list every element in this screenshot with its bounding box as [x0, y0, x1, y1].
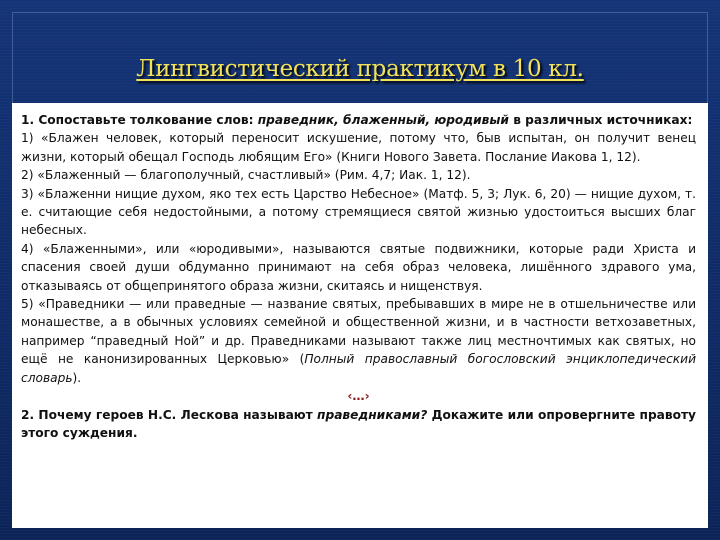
- question-1-lead: 1. Сопоставьте толкование слов:: [21, 113, 258, 127]
- question-2-word: праведниками?: [317, 407, 428, 422]
- definition-5-source: Полный православный богословский энциклопедический словарь: [21, 352, 696, 385]
- definition-5-end: ).: [72, 370, 82, 385]
- question-2-tail: Докажите или опровергните правоту этого суждения.: [21, 407, 696, 440]
- question-1-tail: в различных источниках:: [508, 113, 693, 127]
- definition-5: [21, 295, 696, 387]
- ellipsis-marker: ‹…›: [347, 389, 370, 404]
- definition-4: 4) «Блаженными», или «юродивыми», называются святые подвижники, которые ради Христа и спасения своей души обдуманно принимают на себя образ человека, лишённого здравого ума, отказываясь от общепринятого образа жизни, скитаясь и нищенствуя.: [21, 241, 696, 293]
- question-1: [21, 111, 696, 129]
- question-1-words: праведник, блаженный, юродивый: [257, 113, 509, 127]
- definition-5-text: 5) «Праведники — или праведные — название святых, пребывавших в мире не в отшельничестве или монашестве, а в обычных условиях семейной и общественной жизни, и в частности ветхозаветных, например “праведный Ной” и др. Праведниками называют также лиц местночтимых как святых, но ещё не канонизированных Церковью» (: [21, 297, 696, 367]
- question-2-lead: 2. Почему героев Н.С. Лескова называют: [21, 407, 318, 422]
- question-2: [21, 406, 696, 443]
- definition-2: 2) «Блаженный — благополучный, счастливый» (Рим. 4,7; Иак. 1, 12).: [21, 168, 471, 183]
- definition-1: 1) «Блажен человек, который переносит искушение, потому что, быв испытан, он получит венец жизни, который обещал Господь любящим Его» (Книги Нового Завета. Послание Иакова 1, 12).: [21, 131, 696, 164]
- slide-title: Лингвистический практикум в 10 кл.: [136, 56, 584, 82]
- content-box: [12, 103, 708, 528]
- definition-3: 3) «Блаженни нищие духом, яко тех есть Царство Небесное» (Матф. 5, 3; Лук. 6, 20) — нищие духом, т. е. считающие себя недостойными, а потому стремящиеся святой жизнью удостоиться высших благ небесных.: [21, 186, 696, 238]
